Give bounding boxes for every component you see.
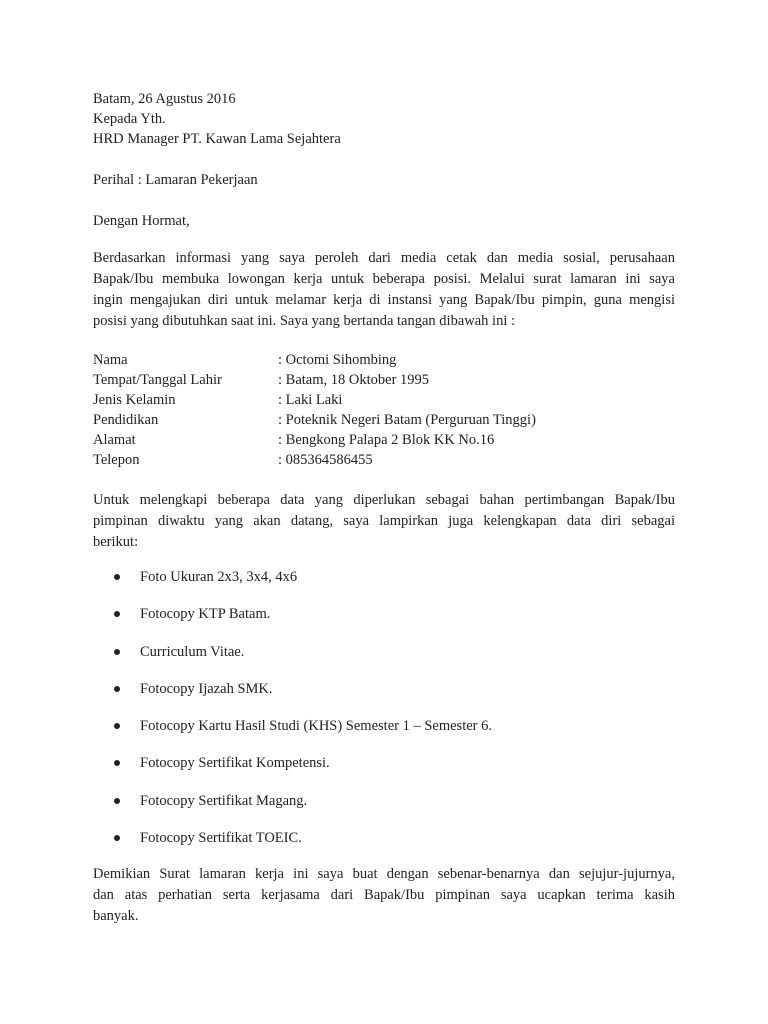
info-value: : Laki Laki [278, 392, 343, 408]
list-item [93, 791, 653, 828]
attachment-text: Fotocopy KTP Batam. [140, 606, 271, 623]
attachment-intro-line: berikut: [93, 534, 139, 550]
bullet-icon [114, 798, 120, 804]
info-label: Jenis Kelamin [93, 392, 176, 408]
intro-paragraph [93, 248, 675, 332]
closing-line: dan atas perhatian serta kerjasama dari Bapak/Ibu pimpinan saya ucapkan terima kasih [93, 887, 675, 903]
attachment-text: Fotocopy Sertifikat TOEIC. [140, 830, 302, 847]
info-label: Nama [93, 352, 128, 368]
attachment-text: Fotocopy Ijazah SMK. [140, 680, 273, 697]
letter-header [93, 89, 675, 149]
list-item [93, 679, 653, 716]
intro-line: ingin mengajukan diri untuk melamar kerja di instansi yang Bapak/Ibu pimpin, guna mengisi [93, 292, 675, 308]
info-value: : Bengkong Palapa 2 Blok KK No.16 [278, 432, 495, 448]
info-value: : 085364586455 [278, 452, 373, 468]
info-label: Pendidikan [93, 412, 159, 428]
info-row-address [93, 430, 675, 450]
list-item [93, 753, 653, 790]
bullet-icon [114, 686, 120, 692]
closing-line: banyak. [93, 908, 139, 924]
bullet-icon [114, 611, 120, 617]
closing-line: Demikian Surat lamaran kerja ini saya buat dengan sebenar-benarnya dan sejujur-jujurnya, [93, 866, 675, 882]
greeting-block [93, 211, 675, 231]
recipient-line-2: HRD Manager PT. Kawan Lama Sejahtera [93, 131, 341, 147]
place-date: Batam, 26 Agustus 2016 [93, 91, 236, 107]
bullet-icon [114, 574, 120, 580]
personal-info-table [93, 350, 675, 470]
info-value: : Batam, 18 Oktober 1995 [278, 372, 430, 388]
info-value: : Octomi Sihombing [278, 352, 397, 368]
attachment-intro-line: Untuk melengkapi beberapa data yang diperlukan sebagai bahan pertimbangan Bapak/Ibu [93, 492, 675, 508]
intro-line: posisi yang dibutuhkan saat ini. Saya yang bertanda tangan dibawah ini : [93, 313, 516, 329]
intro-line: Berdasarkan informasi yang saya peroleh dari media cetak dan media sosial, perusahaan [93, 250, 675, 266]
info-row-education [93, 410, 675, 430]
info-label: Alamat [93, 432, 136, 448]
intro-line: Bapak/Ibu membuka lowongan kerja untuk beberapa posisi. Melalui surat lamaran ini saya [93, 271, 675, 287]
attachment-text: Fotocopy Sertifikat Kompetensi. [140, 755, 330, 772]
list-item [93, 567, 653, 604]
greeting: Dengan Hormat, [93, 213, 190, 229]
attachment-text: Fotocopy Kartu Hasil Studi (KHS) Semester 1 – Semester 6. [140, 718, 492, 735]
attachment-text: Curriculum Vitae. [140, 643, 245, 660]
subject-block [93, 170, 675, 190]
info-label: Tempat/Tanggal Lahir [93, 372, 222, 388]
attachment-list [93, 567, 653, 865]
list-item [93, 716, 653, 753]
attachment-intro-paragraph [93, 490, 675, 553]
bullet-icon [114, 835, 120, 841]
bullet-icon [114, 760, 120, 766]
list-item [93, 604, 653, 641]
recipient-line-1: Kepada Yth. [93, 111, 166, 127]
closing-paragraph [93, 864, 675, 927]
info-row-birth [93, 370, 675, 390]
info-row-name [93, 350, 675, 370]
list-item [93, 828, 653, 865]
attachment-text: Foto Ukuran 2x3, 3x4, 4x6 [140, 569, 298, 585]
attachment-intro-line: pimpinan diwaktu yang akan datang, saya lampirkan juga kelengkapan data diri sebagai [93, 513, 675, 529]
attachment-text: Fotocopy Sertifikat Magang. [140, 792, 308, 809]
info-row-gender [93, 390, 675, 410]
info-label: Telepon [93, 452, 140, 468]
list-item [93, 642, 653, 679]
info-row-phone [93, 450, 675, 470]
bullet-icon [114, 723, 120, 729]
subject-line: Perihal : Lamaran Pekerjaan [93, 172, 258, 188]
info-value: : Poteknik Negeri Batam (Perguruan Tinggi) [278, 412, 536, 428]
bullet-icon [114, 649, 120, 655]
